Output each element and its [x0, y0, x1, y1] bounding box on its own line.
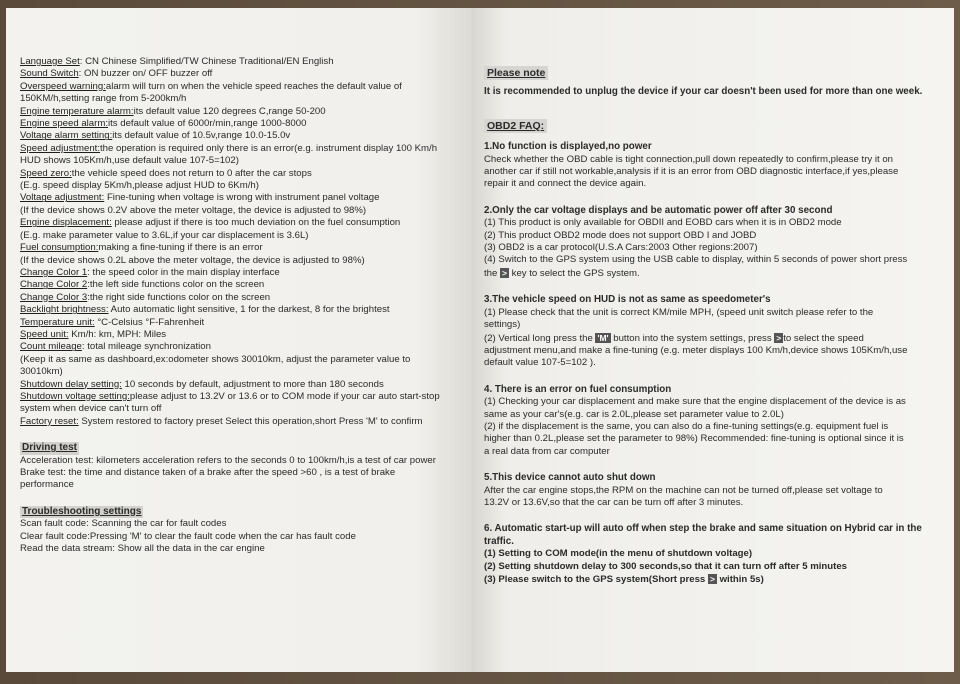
- setting-text: : the speed color in the main display interface: [87, 266, 280, 278]
- setting-continuation: (Keep it as same as dashboard,ex:odometer shows 30010km, adjust the parameter value to: [20, 353, 411, 365]
- setting-row: [20, 379, 462, 391]
- setting-row: [20, 242, 462, 254]
- faq-line: same as your car's(e.g. car is 2.0L,please set parameter value to 2.0L): [484, 408, 784, 420]
- troubleshooting-title: Troubleshooting settings: [22, 505, 142, 517]
- faq-line: a real data from car computer: [484, 445, 610, 457]
- setting-label: Engine temperature alarm:: [20, 105, 134, 117]
- setting-label: Shutdown delay setting:: [20, 378, 122, 390]
- setting-label: Voltage alarm setting:: [20, 130, 113, 142]
- setting-text: the operation is required only there is an error(e.g. instrument display 100 Km/h: [100, 142, 438, 154]
- faq-line: (2) if the displacement is the same, you can also do a fine-tuning settings(e.g. equipment fuel is: [484, 420, 889, 432]
- setting-label: Change Color 3: [20, 291, 88, 303]
- setting-text: : ON buzzer on/ OFF buzzer off: [78, 68, 213, 80]
- faq-q2-title: 2.Only the car voltage displays and be automatic power off after 30 second: [484, 204, 833, 216]
- setting-continuation: (E.g. make parameter value to 3.6L,if your car displacement is 3.6L): [20, 229, 309, 241]
- settings-list: [20, 56, 462, 428]
- faq-q1: [484, 141, 942, 191]
- setting-label: Count mileage: [20, 341, 82, 353]
- setting-label: Shutdown voltage setting:: [20, 390, 130, 402]
- setting-row: [20, 292, 462, 304]
- faq-line: (2) This product OBD2 mode does not support OBD I and JOBD: [484, 229, 757, 241]
- setting-row: [20, 143, 462, 155]
- right-page: [472, 8, 954, 672]
- setting-label: Factory reset:: [20, 415, 79, 427]
- driving-line: performance: [20, 479, 74, 491]
- setting-continuation: system when device can't turn off: [20, 403, 162, 415]
- setting-row: [20, 118, 462, 130]
- m-key-icon: 'M': [597, 332, 609, 343]
- faq-line: repair it and connect the device again.: [484, 178, 647, 190]
- faq-text: key to select the GPS system.: [508, 267, 640, 279]
- setting-text: Km/h: km, MPH: Miles: [68, 328, 167, 340]
- right-arrow-key-icon: >: [709, 574, 715, 584]
- setting-text: its default value of 6000r/min,range 1000-8000: [108, 118, 307, 130]
- please-note-text: It is recommended to unplug the device if your car doesn't been used for more than one week.: [484, 86, 923, 98]
- setting-row: [20, 341, 462, 353]
- setting-text: please adjust if there is too much deviation on the fuel consumption: [111, 217, 401, 229]
- setting-label: Overspeed warning:: [20, 80, 106, 92]
- setting-continuation: (If the device shows 0.2V above the meter voltage, the device is adjusted to 98%): [20, 204, 367, 216]
- faq-text: within 5s): [716, 574, 764, 585]
- setting-text: the vehicle speed does not return to 0 after the car stops: [71, 167, 312, 179]
- setting-continuation: (If the device shows 0.2L above the meter voltage, the device is adjusted to 98%): [20, 254, 365, 266]
- setting-row: [20, 56, 462, 68]
- trouble-line: Scan fault code: Scanning the car for fault codes: [20, 518, 227, 530]
- setting-row: [20, 279, 462, 291]
- faq-q5-title: 5.This device cannot auto shut down: [484, 472, 656, 484]
- setting-row: [20, 391, 462, 403]
- setting-text: System restored to factory preset Select this operation,short Press 'M' to confirm: [78, 415, 423, 427]
- faq-line: [484, 267, 942, 280]
- faq-line: (1) Checking your car displacement and make sure that the engine displacement of the device is as: [484, 396, 906, 408]
- setting-text: Fine-tuning when voltage is wrong with instrument panel voltage: [104, 192, 380, 204]
- faq-q3-title: 3.The vehicle speed on HUD is not as same as speedometer's: [484, 294, 771, 306]
- setting-label: Engine speed alarm:: [20, 118, 108, 130]
- faq-q5: [484, 472, 942, 509]
- driving-test-section: [20, 442, 462, 492]
- faq-line: settings): [484, 319, 521, 331]
- trouble-line: Read the data stream: Show all the data in the car engine: [20, 543, 265, 555]
- setting-row: [20, 130, 462, 142]
- driving-test-title: Driving test: [22, 442, 78, 454]
- setting-continuation: HUD shows 105Km/h,use default value 107-5=102): [20, 155, 239, 167]
- setting-continuation: 30010km): [20, 366, 63, 378]
- faq-q4-title: 4. There is an error on fuel consumption: [484, 383, 672, 395]
- setting-label: Voltage adjustment:: [20, 192, 105, 204]
- setting-row: [20, 329, 462, 341]
- faq-line: 13.2V or 13.6V,so that the car can be turn off after 3 minutes.: [484, 496, 744, 508]
- setting-text: :the right side functions color on the screen: [87, 291, 271, 303]
- faq-line: (1) Setting to COM mode(in the menu of shutdown voltage): [484, 548, 753, 560]
- setting-row: [20, 81, 462, 93]
- setting-label: Temperature unit:: [20, 316, 95, 328]
- faq-q4: [484, 384, 942, 458]
- setting-continuation: (E.g. speed display 5Km/h,please adjust HUD to 6Km/h): [20, 180, 259, 192]
- setting-text: its default value of 10.5v,range 10.0-15.0v: [112, 130, 291, 142]
- faq-line: (3) OBD2 is a car protocol(U.S.A Cars:2003 Other regions:2007): [484, 242, 758, 254]
- faq-line: (4) Switch to the GPS system using the USB cable to display, within 5 seconds of power short press: [484, 254, 908, 266]
- setting-row: [20, 68, 462, 80]
- troubleshooting-section: [20, 506, 462, 556]
- please-note-title: Please note: [484, 66, 548, 80]
- setting-label: Sound Switch: [20, 68, 79, 80]
- faq-line: [484, 332, 942, 345]
- faq-q6-title: 6. Automatic start-up will auto off when step the brake and same situation on Hybrid car in the: [484, 523, 922, 535]
- setting-text: : total mileage synchronization: [81, 341, 211, 353]
- setting-row: [20, 192, 462, 204]
- setting-text: 10 seconds by default, adjustment to more than 180 seconds: [121, 378, 384, 390]
- faq-line: higher than 0.2L,please set the parameter to 98%) Recommended: fine-tuning is optional since it is: [484, 433, 904, 445]
- driving-line: Acceleration test: kilometers acceleration refers to the seconds 0 to 100km/h,is a test of car power: [20, 454, 436, 466]
- setting-label: Language Set: [20, 56, 80, 67]
- faq-line: (1) Please check that the unit is correct KM/mile MPH, (speed unit switch please refer to the: [484, 306, 874, 318]
- faq-line: After the car engine stops,the RPM on the machine can not be turned off,please set voltage to: [484, 484, 883, 496]
- setting-continuation: 150KM/h,setting range from 5-200km/h: [20, 93, 187, 105]
- setting-text: : CN Chinese Simplified/TW Chinese Traditional/EN English: [79, 56, 334, 67]
- right-arrow-key-icon: >: [776, 332, 782, 343]
- setting-text: making a fine-tuning if there is an error: [98, 242, 263, 254]
- faq-line: another car if still not workable,analysis if it is an error from OBD diagnostic interface,if yes,please: [484, 166, 899, 178]
- setting-row: [20, 317, 462, 329]
- driving-line: Brake test: the time and distance taken of a brake after the speed >60 , is a test of brake: [20, 467, 396, 478]
- setting-row: [20, 168, 462, 180]
- setting-label: Backlight brightness:: [20, 304, 109, 316]
- faq-q2: [484, 205, 942, 280]
- setting-label: Engine displacement:: [20, 217, 112, 229]
- faq-q6: [484, 523, 942, 586]
- setting-text: alarm will turn on when the vehicle speed reaches the default value of: [105, 80, 402, 92]
- setting-label: Speed unit:: [20, 328, 69, 340]
- setting-row: [20, 416, 462, 428]
- faq-text: button into the system settings, press: [610, 332, 775, 344]
- setting-text: °C-Celsius °F-Fahrenheit: [94, 316, 205, 328]
- setting-row: [20, 106, 462, 118]
- setting-label: Speed zero:: [20, 167, 72, 179]
- faq-q6-title-cont: traffic.: [484, 535, 514, 547]
- faq-q1-title: 1.No function is displayed,no power: [484, 141, 652, 153]
- setting-label: Change Color 1: [20, 266, 88, 278]
- setting-row: [20, 304, 462, 316]
- faq-text: the: [484, 267, 501, 279]
- faq-title: OBD2 FAQ:: [484, 119, 547, 133]
- setting-text: its default value 120 degrees C,range 50-200: [133, 105, 326, 117]
- right-arrow-key-icon: >: [502, 267, 507, 278]
- faq-line: [484, 573, 942, 586]
- faq-line: adjustment menu,and make a fine-tuning (e.g. meter displays 100 Km/h,device shows 105Km/h,use: [484, 344, 908, 356]
- setting-label: Fuel consumption:: [20, 242, 99, 254]
- faq-line: default value 107-5=102 ).: [484, 357, 596, 369]
- setting-row: [20, 217, 462, 229]
- setting-text: please adjust to 13.2V or 13.6 or to COM mode if your car auto start-stop: [129, 390, 440, 402]
- setting-label: Speed adjustment:: [20, 142, 101, 154]
- trouble-line: Clear fault code:Pressing 'M' to clear the fault code when the car has fault code: [20, 530, 356, 542]
- faq-q3: [484, 294, 942, 369]
- faq-text: (2) Vertical long press the: [484, 332, 596, 344]
- left-page: [6, 8, 472, 672]
- setting-text: :the left side functions color on the screen: [87, 279, 265, 291]
- setting-label: Change Color 2: [20, 279, 88, 291]
- faq-line: (2) Setting shutdown delay to 300 seconds,so that it can turn off after 5 minutes: [484, 560, 848, 572]
- faq-text: to select the speed: [783, 332, 864, 344]
- faq-text: (3) Please switch to the GPS system(Short press: [484, 574, 708, 585]
- faq-line: Check whether the OBD cable is tight connection,pull down repeatedly to confirm,please try it on: [484, 153, 894, 165]
- setting-row: [20, 267, 462, 279]
- faq-line: (1) This product is only available for OBDII and EOBD cars when it is in OBD2 mode: [484, 217, 842, 229]
- setting-text: Auto automatic light sensitive, 1 for the darkest, 8 for the brightest: [108, 304, 390, 316]
